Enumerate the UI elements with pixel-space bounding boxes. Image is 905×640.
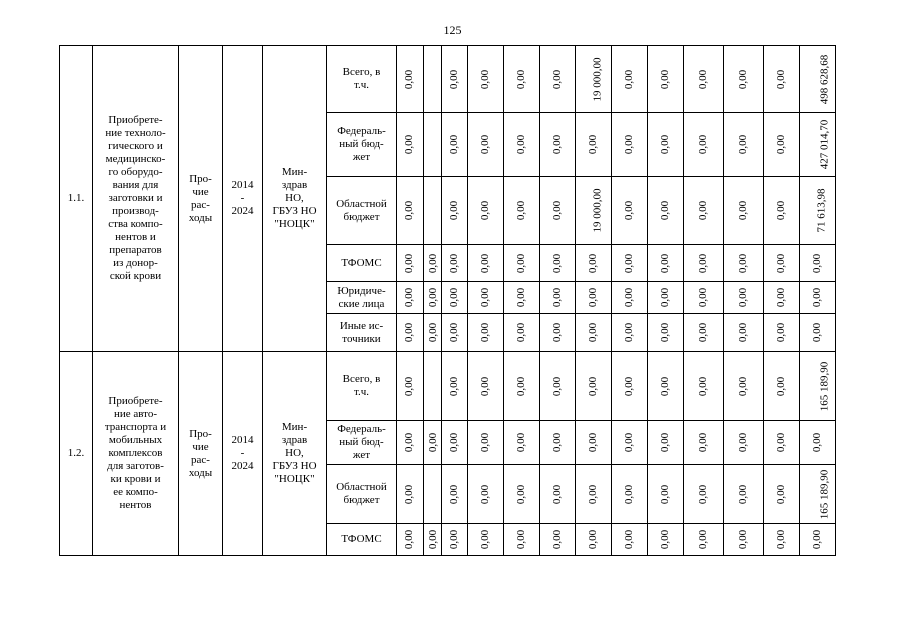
value-text: 0,00 bbox=[551, 529, 563, 550]
funding-source: Областной бюджет bbox=[327, 177, 397, 245]
row-period: 2014 - 2024 bbox=[223, 46, 263, 352]
value-text: 0,00 bbox=[479, 529, 491, 550]
value-cell bbox=[540, 314, 576, 352]
value-text: 0,00 bbox=[659, 376, 671, 396]
value-text: 0,00 bbox=[551, 134, 563, 155]
table-row bbox=[60, 352, 836, 421]
value-cell bbox=[724, 314, 764, 352]
budget-table bbox=[59, 45, 836, 556]
value-cell bbox=[800, 465, 836, 524]
funding-source: ТФОМС bbox=[327, 245, 397, 282]
value-text: 0,00 bbox=[479, 322, 491, 343]
value-cell bbox=[540, 352, 576, 421]
value-text: 0,00 bbox=[551, 322, 563, 343]
value-text: 0,00 bbox=[479, 484, 491, 504]
value-cell bbox=[612, 46, 648, 113]
value-text: 0,00 bbox=[775, 69, 787, 89]
value-cell bbox=[764, 245, 800, 282]
value-text: 0,00 bbox=[448, 322, 460, 343]
value-cell bbox=[442, 46, 468, 113]
value-text: 0,00 bbox=[775, 529, 787, 550]
value-text: 0,00 bbox=[811, 432, 823, 453]
value-cell bbox=[442, 421, 468, 465]
value-text: 0,00 bbox=[515, 200, 527, 221]
row-executor: Мин- здрав НО, ГБУЗ НО "НОЦК" bbox=[263, 46, 327, 352]
value-cell bbox=[648, 177, 684, 245]
row-index: 1.2. bbox=[60, 352, 93, 556]
value-cell bbox=[504, 245, 540, 282]
row-executor: Мин- здрав НО, ГБУЗ НО "НОЦК" bbox=[263, 352, 327, 556]
value-cell bbox=[576, 282, 612, 314]
value-cell bbox=[612, 177, 648, 245]
value-cell bbox=[764, 524, 800, 556]
value-text: 0,00 bbox=[479, 69, 491, 89]
value-cell bbox=[576, 352, 612, 421]
value-text: 0,00 bbox=[737, 322, 749, 343]
funding-source: Иные ис- точники bbox=[327, 314, 397, 352]
value-text: 0,00 bbox=[551, 432, 563, 453]
value-text: 0,00 bbox=[551, 253, 563, 273]
value-cell bbox=[800, 314, 836, 352]
value-cell bbox=[648, 352, 684, 421]
value-cell bbox=[540, 177, 576, 245]
value-text: 0,00 bbox=[479, 432, 491, 453]
funding-source: Федераль- ный бюд- жет bbox=[327, 421, 397, 465]
value-text: 0,00 bbox=[587, 287, 599, 308]
value-text: 0,00 bbox=[403, 134, 416, 155]
value-cell bbox=[540, 465, 576, 524]
value-cell bbox=[397, 465, 424, 524]
value-text: 0,00 bbox=[623, 200, 635, 221]
value-cell bbox=[442, 314, 468, 352]
value-cell bbox=[504, 46, 540, 113]
value-text: 0,00 bbox=[737, 376, 749, 396]
value-text: 0,00 bbox=[448, 69, 460, 89]
value-text: 0,00 bbox=[403, 432, 416, 453]
value-cell bbox=[442, 282, 468, 314]
value-cell bbox=[540, 113, 576, 177]
value-text: 0,00 bbox=[515, 287, 527, 308]
value-text: 0,00 bbox=[403, 322, 416, 343]
value-cell bbox=[504, 421, 540, 465]
value-cell bbox=[764, 282, 800, 314]
value-cell bbox=[764, 46, 800, 113]
value-text: 0,00 bbox=[587, 432, 599, 453]
value-cell bbox=[397, 421, 424, 465]
value-cell bbox=[800, 282, 836, 314]
value-text: 0,00 bbox=[697, 200, 709, 221]
value-text: 0,00 bbox=[811, 322, 823, 343]
value-text: 0,00 bbox=[737, 69, 749, 89]
value-cell bbox=[397, 245, 424, 282]
value-text: 0,00 bbox=[551, 376, 563, 396]
value-text: 0,00 bbox=[737, 432, 749, 453]
value-cell bbox=[424, 113, 442, 177]
value-cell bbox=[800, 524, 836, 556]
value-text: 0,00 bbox=[659, 432, 671, 453]
value-cell bbox=[648, 524, 684, 556]
funding-source: ТФОМС bbox=[327, 524, 397, 556]
value-cell bbox=[442, 465, 468, 524]
value-cell bbox=[442, 113, 468, 177]
value-text: 0,00 bbox=[697, 69, 709, 89]
value-cell bbox=[576, 46, 612, 113]
value-text: 0,00 bbox=[623, 69, 635, 89]
value-cell bbox=[724, 421, 764, 465]
value-text: 0,00 bbox=[623, 432, 635, 453]
value-cell bbox=[468, 113, 504, 177]
value-text: 0,00 bbox=[659, 287, 671, 308]
value-text: 0,00 bbox=[551, 484, 563, 504]
value-text: 165 189,90 bbox=[818, 469, 831, 519]
value-cell bbox=[468, 421, 504, 465]
value-text: 0,00 bbox=[403, 69, 416, 89]
value-cell bbox=[504, 524, 540, 556]
value-cell bbox=[576, 245, 612, 282]
value-cell bbox=[504, 465, 540, 524]
value-text: 0,00 bbox=[427, 529, 440, 550]
value-cell bbox=[724, 177, 764, 245]
value-cell bbox=[724, 113, 764, 177]
value-text: 0,00 bbox=[587, 322, 599, 343]
value-cell bbox=[424, 46, 442, 113]
value-text: 0,00 bbox=[775, 376, 787, 396]
value-text: 0,00 bbox=[811, 253, 823, 273]
value-text: 0,00 bbox=[448, 287, 460, 308]
value-cell bbox=[504, 352, 540, 421]
value-text: 0,00 bbox=[737, 134, 749, 155]
value-cell bbox=[424, 282, 442, 314]
row-index: 1.1. bbox=[60, 46, 93, 352]
value-cell bbox=[724, 282, 764, 314]
value-text: 0,00 bbox=[775, 253, 787, 273]
value-text: 0,00 bbox=[403, 287, 416, 308]
funding-source: Областной бюджет bbox=[327, 465, 397, 524]
value-cell bbox=[764, 465, 800, 524]
value-text: 0,00 bbox=[697, 529, 709, 550]
value-text: 0,00 bbox=[587, 529, 599, 550]
value-cell bbox=[684, 245, 724, 282]
value-text: 0,00 bbox=[737, 529, 749, 550]
funding-source: Юридиче- ские лица bbox=[327, 282, 397, 314]
value-text: 0,00 bbox=[623, 376, 635, 396]
value-text: 0,00 bbox=[515, 134, 527, 155]
value-text: 0,00 bbox=[403, 253, 416, 273]
value-cell bbox=[576, 524, 612, 556]
value-text: 0,00 bbox=[697, 253, 709, 273]
value-cell bbox=[612, 314, 648, 352]
value-text: 0,00 bbox=[659, 253, 671, 273]
value-cell bbox=[648, 245, 684, 282]
value-text: 0,00 bbox=[448, 253, 460, 273]
row-type: Про- чие рас- ходы bbox=[179, 352, 223, 556]
value-cell bbox=[612, 352, 648, 421]
value-text: 0,00 bbox=[479, 200, 491, 221]
value-cell bbox=[648, 314, 684, 352]
value-text: 0,00 bbox=[737, 200, 749, 221]
value-text: 0,00 bbox=[775, 287, 787, 308]
value-cell bbox=[648, 465, 684, 524]
value-cell bbox=[540, 282, 576, 314]
value-cell bbox=[576, 421, 612, 465]
value-cell bbox=[397, 314, 424, 352]
value-cell bbox=[504, 177, 540, 245]
value-text: 0,00 bbox=[427, 322, 440, 343]
value-text: 0,00 bbox=[697, 134, 709, 155]
value-text: 0,00 bbox=[403, 484, 416, 504]
value-cell bbox=[724, 524, 764, 556]
value-cell bbox=[724, 245, 764, 282]
value-cell bbox=[504, 314, 540, 352]
value-text: 0,00 bbox=[515, 322, 527, 343]
value-text: 0,00 bbox=[623, 322, 635, 343]
value-cell bbox=[576, 113, 612, 177]
row-name: Приобрете- ние авто- транспорта и мобильных комплексов для заготов- ки крови и ее компо- нентов bbox=[93, 352, 179, 556]
value-text: 0,00 bbox=[448, 529, 460, 550]
value-cell bbox=[576, 465, 612, 524]
value-cell bbox=[576, 177, 612, 245]
value-cell bbox=[468, 245, 504, 282]
value-text: 165 189,90 bbox=[818, 361, 831, 411]
value-cell bbox=[800, 421, 836, 465]
value-text: 0,00 bbox=[697, 484, 709, 504]
value-cell bbox=[442, 352, 468, 421]
value-cell bbox=[468, 524, 504, 556]
value-text: 498 628,68 bbox=[818, 54, 831, 104]
value-text: 0,00 bbox=[775, 134, 787, 155]
value-text: 0,00 bbox=[697, 287, 709, 308]
value-text: 0,00 bbox=[811, 287, 823, 308]
value-text: 0,00 bbox=[659, 134, 671, 155]
value-text: 0,00 bbox=[737, 287, 749, 308]
value-text: 0,00 bbox=[659, 69, 671, 89]
value-cell bbox=[684, 282, 724, 314]
value-cell bbox=[468, 352, 504, 421]
table-row bbox=[60, 46, 836, 113]
value-cell bbox=[612, 465, 648, 524]
value-cell bbox=[424, 245, 442, 282]
value-text: 0,00 bbox=[448, 200, 460, 221]
value-text: 0,00 bbox=[623, 253, 635, 273]
value-cell bbox=[684, 113, 724, 177]
value-text: 0,00 bbox=[775, 432, 787, 453]
value-cell bbox=[764, 421, 800, 465]
value-text: 0,00 bbox=[697, 322, 709, 343]
funding-source: Всего, в т.ч. bbox=[327, 352, 397, 421]
value-text: 0,00 bbox=[697, 432, 709, 453]
value-text: 0,00 bbox=[587, 253, 599, 273]
value-cell bbox=[468, 177, 504, 245]
value-cell bbox=[540, 46, 576, 113]
value-cell bbox=[612, 524, 648, 556]
value-cell bbox=[724, 46, 764, 113]
value-text: 0,00 bbox=[623, 529, 635, 550]
row-period: 2014 - 2024 bbox=[223, 352, 263, 556]
value-text: 0,00 bbox=[659, 322, 671, 343]
value-cell bbox=[648, 113, 684, 177]
row-type: Про- чие рас- ходы bbox=[179, 46, 223, 352]
value-text: 0,00 bbox=[427, 287, 440, 308]
value-cell bbox=[397, 282, 424, 314]
value-cell bbox=[800, 245, 836, 282]
value-text: 52 613,98 bbox=[439, 188, 442, 233]
value-text: 0,00 bbox=[515, 529, 527, 550]
value-cell bbox=[397, 352, 424, 421]
value-text: 0,00 bbox=[515, 69, 527, 89]
value-cell bbox=[424, 421, 442, 465]
value-cell bbox=[800, 113, 836, 177]
value-cell bbox=[612, 113, 648, 177]
value-cell bbox=[504, 113, 540, 177]
value-cell bbox=[612, 421, 648, 465]
value-cell bbox=[612, 282, 648, 314]
value-cell bbox=[684, 177, 724, 245]
value-cell bbox=[764, 352, 800, 421]
value-cell bbox=[397, 524, 424, 556]
value-cell bbox=[724, 352, 764, 421]
page-number: 125 bbox=[443, 23, 462, 37]
row-name: Приобрете- ние техноло- гического и медицинско- го оборудо- вания для заготовки и производ- ства компо- нентов и препаратов из донор- ской крови bbox=[93, 46, 179, 352]
value-cell bbox=[576, 314, 612, 352]
value-text: 0,00 bbox=[448, 134, 460, 155]
value-text: 19 000,00 bbox=[591, 57, 604, 101]
value-text: 0,00 bbox=[659, 200, 671, 221]
value-cell bbox=[442, 245, 468, 282]
value-cell bbox=[764, 177, 800, 245]
value-text: 0,00 bbox=[775, 484, 787, 504]
value-text: 0,00 bbox=[697, 376, 709, 396]
value-text: 0,00 bbox=[775, 200, 787, 221]
value-cell bbox=[468, 46, 504, 113]
value-cell bbox=[648, 421, 684, 465]
value-cell bbox=[424, 177, 442, 245]
value-text: 0,00 bbox=[623, 287, 635, 308]
value-text: 0,00 bbox=[515, 484, 527, 504]
value-text: 0,00 bbox=[427, 253, 440, 273]
value-cell bbox=[684, 314, 724, 352]
value-cell bbox=[397, 113, 424, 177]
value-text: 0,00 bbox=[403, 200, 416, 221]
value-text: 0,00 bbox=[515, 253, 527, 273]
value-text: 0,00 bbox=[587, 484, 599, 504]
value-text: 0,00 bbox=[737, 253, 749, 273]
value-cell bbox=[800, 352, 836, 421]
value-cell bbox=[424, 524, 442, 556]
value-text: 0,00 bbox=[659, 529, 671, 550]
value-text: 0,00 bbox=[448, 376, 460, 396]
value-cell bbox=[800, 177, 836, 245]
value-text: 19 000,00 bbox=[591, 188, 604, 233]
value-cell bbox=[724, 465, 764, 524]
value-cell bbox=[684, 421, 724, 465]
value-cell bbox=[397, 177, 424, 245]
value-text: 0,00 bbox=[427, 432, 440, 453]
value-text: 0,00 bbox=[551, 200, 563, 221]
value-text: 0,00 bbox=[479, 253, 491, 273]
value-cell bbox=[540, 245, 576, 282]
value-text: 0,00 bbox=[515, 376, 527, 396]
value-cell bbox=[424, 465, 442, 524]
value-text: 0,00 bbox=[403, 529, 416, 550]
value-text: 0,00 bbox=[587, 134, 599, 155]
value-cell bbox=[800, 46, 836, 113]
funding-source: Всего, в т.ч. bbox=[327, 46, 397, 113]
value-text: 0,00 bbox=[623, 134, 635, 155]
value-text: 0,00 bbox=[551, 69, 563, 89]
value-cell bbox=[612, 245, 648, 282]
value-cell bbox=[684, 465, 724, 524]
value-cell bbox=[540, 421, 576, 465]
value-cell bbox=[684, 524, 724, 556]
value-cell bbox=[764, 314, 800, 352]
value-text: 0,00 bbox=[775, 322, 787, 343]
value-cell bbox=[424, 352, 442, 421]
value-text: 0,00 bbox=[811, 529, 823, 550]
value-cell bbox=[684, 352, 724, 421]
value-cell bbox=[648, 282, 684, 314]
value-text: 0,00 bbox=[659, 484, 671, 504]
value-cell bbox=[468, 282, 504, 314]
value-text: 0,00 bbox=[448, 432, 460, 453]
value-text: 0,00 bbox=[623, 484, 635, 504]
value-text: 0,00 bbox=[479, 287, 491, 308]
value-text: 0,00 bbox=[587, 376, 599, 396]
funding-source: Федераль- ный бюд- жет bbox=[327, 113, 397, 177]
value-text: 0,00 bbox=[515, 432, 527, 453]
value-cell bbox=[504, 282, 540, 314]
value-cell bbox=[424, 314, 442, 352]
value-cell bbox=[648, 46, 684, 113]
value-cell bbox=[764, 113, 800, 177]
value-text: 71 613,98 bbox=[815, 188, 828, 233]
value-cell bbox=[684, 46, 724, 113]
value-cell bbox=[442, 524, 468, 556]
value-text: 0,00 bbox=[403, 376, 416, 396]
value-text: 0,00 bbox=[551, 287, 563, 308]
value-text: 0,00 bbox=[479, 376, 491, 396]
value-cell bbox=[397, 46, 424, 113]
value-cell bbox=[540, 524, 576, 556]
value-text: 0,00 bbox=[448, 484, 460, 504]
value-text: 0,00 bbox=[737, 484, 749, 504]
value-text: 0,00 bbox=[479, 134, 491, 155]
value-text: 427 014,70 bbox=[818, 119, 831, 170]
value-cell bbox=[468, 465, 504, 524]
value-cell bbox=[468, 314, 504, 352]
